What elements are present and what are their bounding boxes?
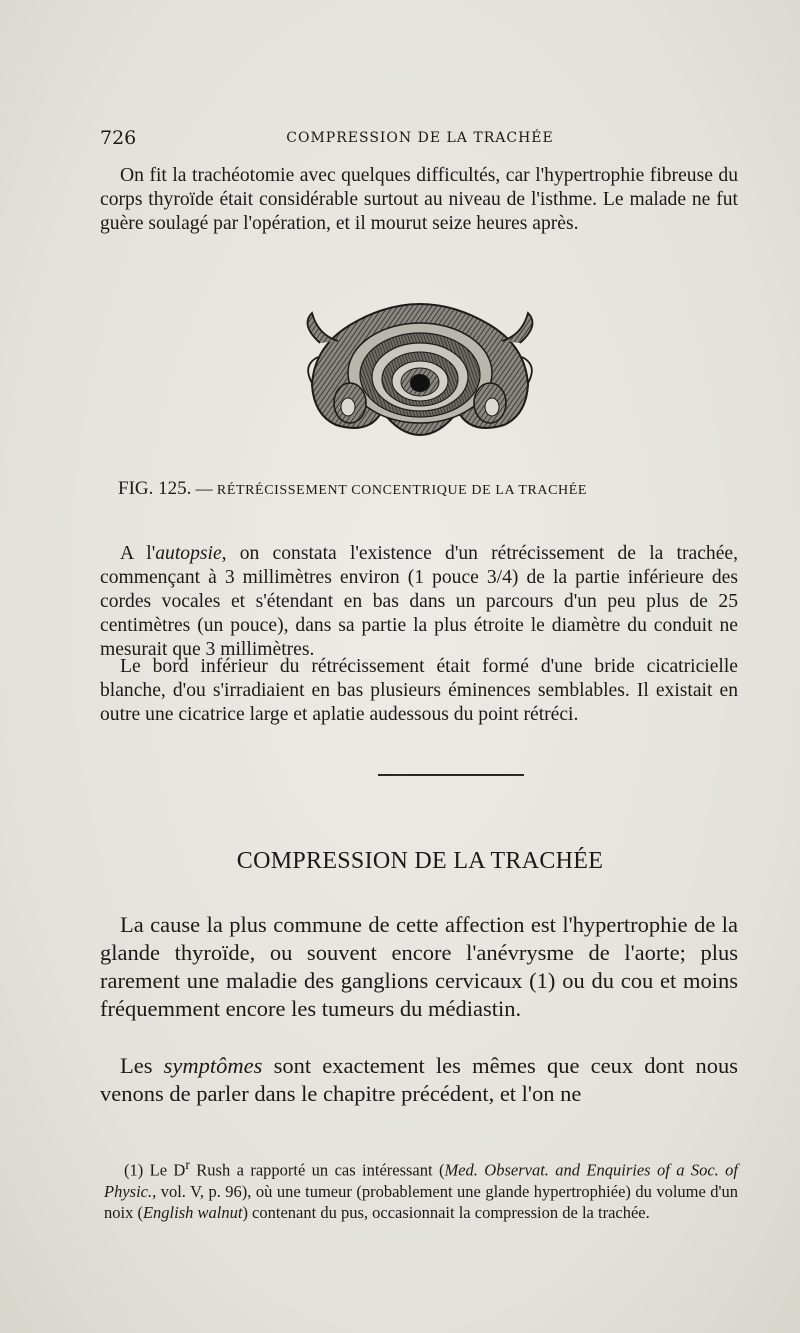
footnote-part3: , vol. V, p. 96), où une tumeur (probablement une glande hypertrophiée) du volume d'un noix (: [104, 1181, 738, 1222]
autopsy-italic: autopsie: [155, 543, 222, 564]
figure-label: FIG. 125.: [118, 478, 192, 499]
autopsy-rest: , on constata l'existence d'un rétrécissement de la trachée, commençant à 3 millimètres environ (1 pouce 3/4) de la partie inférieure des cordes vocales et s'étendant en bas dans un parcours d'un peu plus de 25 centimètres (un pouce), dans sa partie la plus étroite le diamètre du conduit ne mesurait que 3 millimètres.: [100, 543, 738, 660]
section-divider: [378, 774, 524, 776]
paragraph-tracheotomy: On fit la trachéotomie avec quelques difficultés, car l'hypertrophie fibreuse du corps thyroïde était considérable surtout au niveau de l'isthme. Le malade ne fut guère soulagé par l'opération, et il mourut seize heures après.: [100, 165, 738, 234]
symptoms-rest: sont exactement les mêmes que ceux dont nous venons de parler dans le chapitre précédent, et l'on ne: [100, 1053, 738, 1106]
trachea-cross-section-illustration: [290, 285, 550, 450]
footnote-italic-1: Med. Observat. and Enquiries of a Soc. of Physic.: [104, 1160, 738, 1201]
symptoms-prefix: Les: [120, 1053, 164, 1078]
page-number: 726: [100, 127, 137, 149]
footnote-part1: (1) Le D: [124, 1160, 186, 1180]
footnote-part4: ) contenant du pus, occasionnait la compression de la trachée.: [242, 1202, 650, 1222]
footnote-italic-2: English walnut: [142, 1202, 243, 1222]
paragraph-causes: La cause la plus commune de cette affection est l'hypertrophie de la glande thyroïde, ou souvent encore l'anévrysme de l'aorte; plus rarement une maladie des ganglions cervicaux (1) ou du cou et moins fréquemment encore les tumeurs du médiastin.: [100, 912, 738, 1021]
figure-caption: [118, 478, 708, 500]
figure-title: RÉTRÉCISSEMENT CONCENTRIQUE DE LA TRACHÉE: [216, 483, 588, 498]
paragraph-symptoms: [100, 1052, 738, 1108]
running-title: COMPRESSION DE LA TRACHÉE: [286, 130, 554, 146]
figure-separator: —: [191, 479, 217, 498]
paragraph-autopsy: [100, 542, 738, 662]
footnote-part2: Rush a rapporté un cas intéressant (: [189, 1160, 445, 1180]
footnote-sup: r: [185, 1157, 190, 1172]
running-head: [100, 127, 740, 151]
symptoms-italic: symptômes: [163, 1053, 263, 1078]
section-title: COMPRESSION DE LA TRACHÉE: [236, 848, 604, 874]
paragraph-lower-border: Le bord inférieur du rétrécissement était formé d'une bride cicatricielle blanche, d'ou s'irradiaient en bas plusieurs éminences semblables. Il existait en outre une cicatrice large et aplatie audessous du point rétréci.: [100, 656, 738, 725]
footnote: [104, 1154, 738, 1223]
autopsy-prefix: A l': [120, 543, 156, 564]
